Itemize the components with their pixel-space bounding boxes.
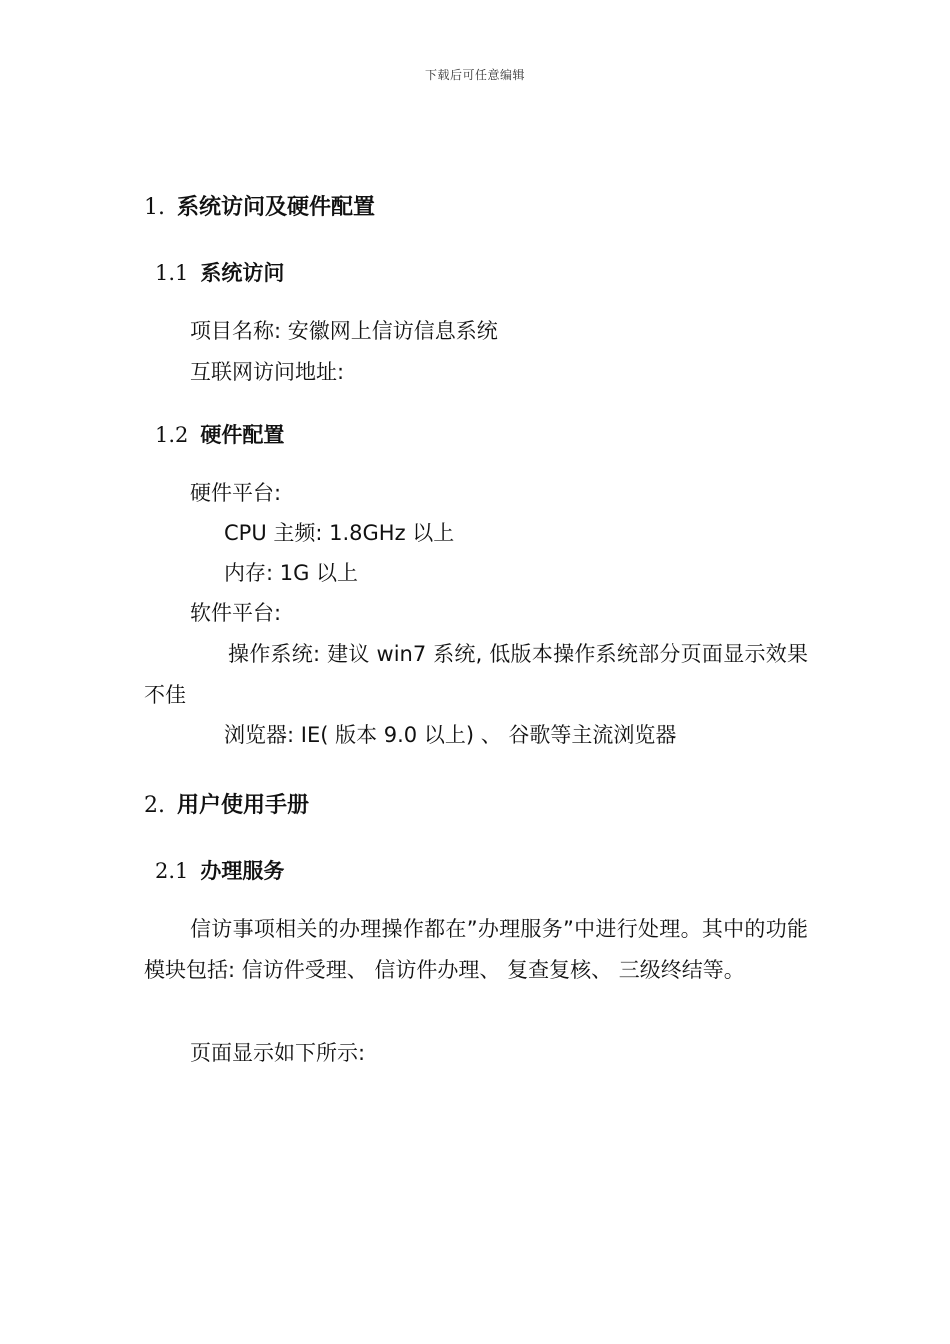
section-1-heading [144, 190, 375, 221]
page-display-line: 页面显示如下所示: [190, 1041, 366, 1065]
browser-line: 浏览器: IE( 版本 9.0 以上) 、 谷歌等主流浏览器 [224, 723, 677, 747]
cpu-line: CPU 主频: 1.8GHz 以上 [224, 521, 455, 545]
section-title: 系统访问 [200, 261, 285, 285]
os-line: 操作系统: 建议 win7 系统, 低版本操作系统部分页面显示效果不佳 [144, 642, 808, 707]
header-note: 下载后可任意编辑 [424, 68, 525, 82]
section-number: 2. [144, 793, 165, 818]
section-2-1-heading [155, 855, 284, 885]
internet-address-line: 互联网访问地址: [190, 360, 345, 384]
section-title: 系统访问及硬件配置 [177, 195, 376, 220]
section-number: 2.1 [155, 859, 189, 883]
section-number: 1. [144, 195, 165, 220]
section-number: 1.1 [155, 261, 189, 285]
section-number: 1.2 [155, 423, 189, 447]
section-title: 硬件配置 [200, 423, 285, 447]
section-1-1-heading [155, 257, 284, 287]
section-title: 办理服务 [200, 859, 285, 883]
memory-line: 内存: 1G 以上 [224, 561, 359, 585]
software-platform-line: 软件平台: [190, 601, 282, 625]
section-2-heading [144, 788, 309, 819]
service-intro-paragraph: 信访事项相关的办理操作都在”办理服务”中进行处理。其中的功能模块包括: 信访件受理、 信访件办理、 复查复核、 三级终结等。 [144, 917, 808, 982]
section-1-2-heading [155, 419, 284, 449]
project-name-line: 项目名称: 安徽网上信访信息系统 [190, 319, 498, 343]
hardware-platform-line: 硬件平台: [190, 481, 282, 505]
section-title: 用户使用手册 [177, 793, 310, 818]
